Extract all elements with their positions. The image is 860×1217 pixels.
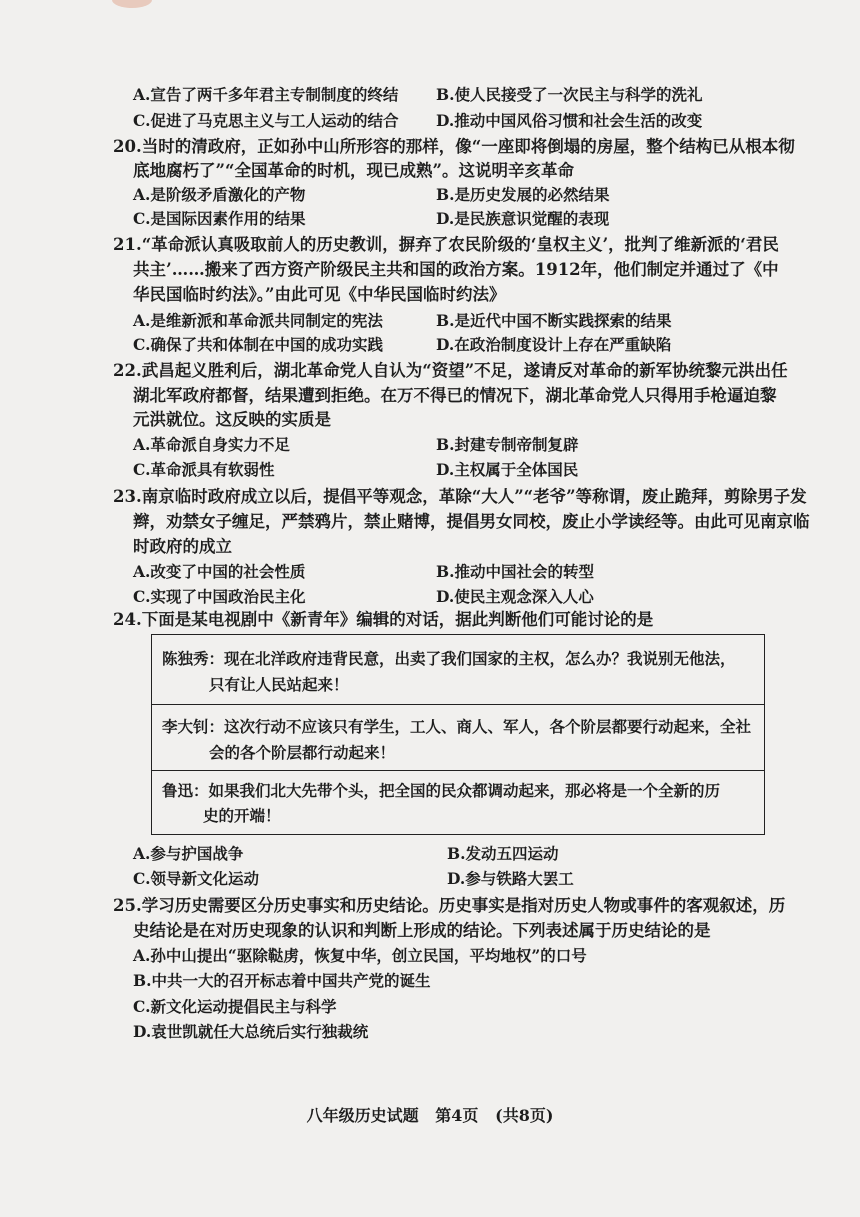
lu-xun-line1: 鲁迅：如果我们北大先带个头，把全国的民众都调动起来，那必将是一个全新的历 <box>162 781 721 800</box>
q22-option-a: A.革命派自身实力不足 <box>133 435 290 454</box>
q19-option-a: A.宣告了两千多年君主专制制度的终结 <box>133 85 399 104</box>
q22-option-c: C.革命派具有软弱性 <box>133 460 275 479</box>
q22-stem-line3: 元洪就位。这反映的实质是 <box>133 410 331 429</box>
q23-option-c: C.实现了中国政治民主化 <box>133 587 306 606</box>
q20-option-d: D.是民族意识觉醒的表现 <box>436 209 610 228</box>
q23-stem-line3: 时政府的成立 <box>133 537 232 556</box>
q24-option-b: B.发动五四运动 <box>447 844 559 863</box>
q20-stem-line1: 20.当时的清政府，正如孙中山所形容的那样，像“一座即将倒塌的房屋，整个结构已从根本彻 <box>113 137 795 156</box>
q19-option-d: D.推动中国风俗习惯和社会生活的改变 <box>436 111 703 130</box>
q21-option-a: A.是维新派和革命派共同制定的宪法 <box>133 311 383 330</box>
chen-duxiu-line1: 陈独秀：现在北洋政府违背民意，出卖了我们国家的主权，怎么办？我说别无他法， <box>162 649 736 668</box>
q22-stem-line2: 湖北军政府都督，结果遭到拒绝。在万不得已的情况下，湖北革命党人只得用手枪逼迫黎 <box>133 386 777 405</box>
q21-option-c: C.确保了共和体制在中国的成功实践 <box>133 335 383 354</box>
paper-stain <box>112 0 152 8</box>
page-footer: 八年级历史试题 第4页 (共8页) <box>306 1106 554 1125</box>
q23-option-d: D.使民主观念深入人心 <box>436 587 594 606</box>
q21-stem-line1: 21.“革命派认真吸取前人的历史教训，摒弃了农民阶级的‘皇权主义’，批判了维新派的‘君民 <box>113 235 779 254</box>
q24-dialog-box <box>151 634 765 835</box>
q21-option-d: D.在政治制度设计上存在严重缺陷 <box>436 335 672 354</box>
q19-option-c: C.促进了马克思主义与工人运动的结合 <box>133 111 399 130</box>
q25-stem-line2: 史结论是在对历史现象的认识和判断上形成的结论。下列表述属于历史结论的是 <box>133 921 711 940</box>
q23-option-a: A.改变了中国的社会性质 <box>133 562 306 581</box>
q25-option-d: D.袁世凯就任大总统后实行独裁统 <box>133 1022 369 1041</box>
q22-option-b: B.封建专制帝制复辟 <box>436 435 579 454</box>
q25-option-a: A.孙中山提出“驱除鞑虏，恢复中华，创立民国，平均地权”的口号 <box>133 946 587 965</box>
q21-stem-line3: 华民国临时约法》。”由此可见《中华民国临时约法》 <box>133 285 506 304</box>
dialog-divider <box>152 770 764 771</box>
q25-option-c: C.新文化运动提倡民主与科学 <box>133 997 337 1016</box>
q22-stem-line1: 22.武昌起义胜利后，湖北革命党人自认为“资望”不足，遂请反对革命的新军协统黎元洪出任 <box>113 361 788 380</box>
q23-stem-line1: 23.南京临时政府成立以后，提倡平等观念，革除“大人”“老爷”等称谓，废止跪拜，剪除男子发 <box>113 487 807 506</box>
q24-option-a: A.参与护国战争 <box>133 844 244 863</box>
dialog-divider <box>152 704 764 705</box>
q19-option-b: B.使人民接受了一次民主与科学的洗礼 <box>436 85 703 104</box>
q25-stem-line1: 25.学习历史需要区分历史事实和历史结论。历史事实是指对历史人物或事件的客观叙述，历 <box>113 896 786 915</box>
q20-option-c: C.是国际因素作用的结果 <box>133 209 306 228</box>
q20-option-b: B.是历史发展的必然结果 <box>436 185 610 204</box>
q23-stem-line2: 辫，劝禁女子缠足，严禁鸦片，禁止赌博，提倡男女同校，废止小学读经等。由此可见南京临 <box>133 512 810 531</box>
q24-option-c: C.领导新文化运动 <box>133 869 259 888</box>
q21-stem-line2: 共主’……搬来了西方资产阶级民主共和国的政治方案。1912年，他们制定并通过了《中 <box>133 260 779 279</box>
li-dazhao-line1: 李大钊：这次行动不应该只有学生，工人、商人、军人，各个阶层都要行动起来，全社 <box>162 717 752 736</box>
q20-stem-line2: 底地腐朽了”“全国革命的时机，现已成熟”。这说明辛亥革命 <box>133 161 574 180</box>
lu-xun-line2: 史的开端！ <box>203 806 281 825</box>
li-dazhao-line2: 会的各个阶层都行动起来！ <box>209 743 396 762</box>
q24-option-d: D.参与铁路大罢工 <box>447 869 574 888</box>
q25-option-b: B.中共一大的召开标志着中国共产党的诞生 <box>133 971 431 990</box>
q23-option-b: B.推动中国社会的转型 <box>436 562 594 581</box>
q24-stem: 24.下面是某电视剧中《新青年》编辑的对话，据此判断他们可能讨论的是 <box>113 610 654 629</box>
q20-option-a: A.是阶级矛盾激化的产物 <box>133 185 306 204</box>
chen-duxiu-line2: 只有让人民站起来！ <box>209 675 349 694</box>
q22-option-d: D.主权属于全体国民 <box>436 460 579 479</box>
q21-option-b: B.是近代中国不断实践探索的结果 <box>436 311 672 330</box>
